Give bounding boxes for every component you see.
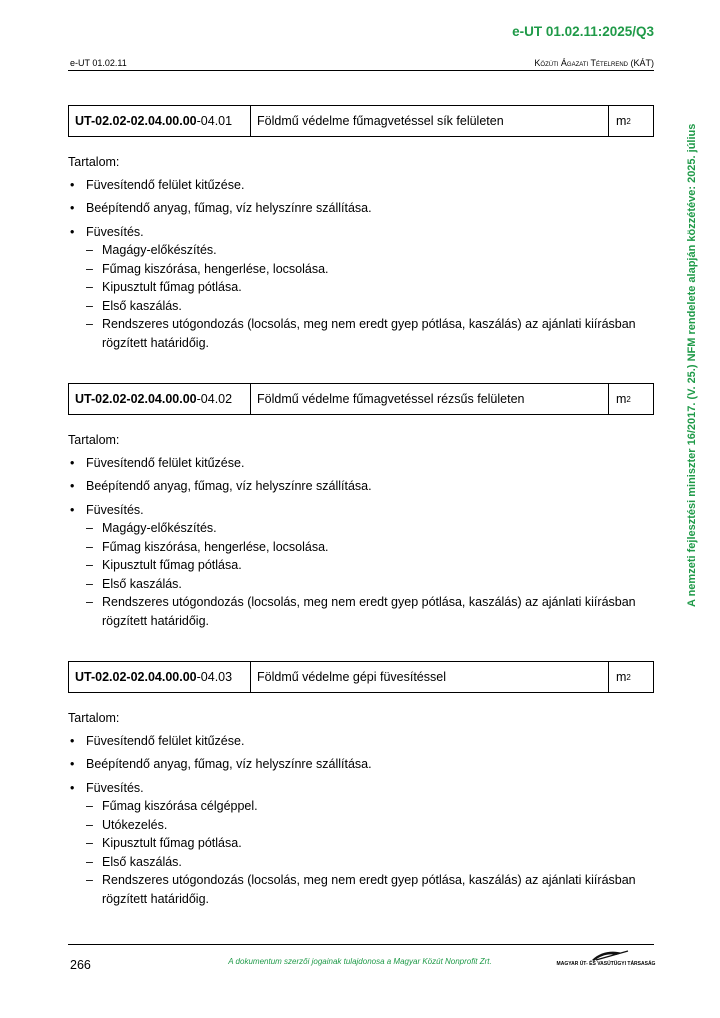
sub-item: – Fűmag kiszórása, hengerlése, locsolása. <box>86 261 329 276</box>
document-code: e-UT 01.02.11:2025/Q3 <box>512 24 654 39</box>
unit-sup: 2 <box>626 394 631 404</box>
unit-base: m <box>616 392 627 406</box>
list-item: • Füvesítendő felület kitűzése. <box>68 176 654 195</box>
logo-swoosh-icon <box>556 948 656 962</box>
list-item: • Füvesítendő felület kitűzése. <box>68 732 654 751</box>
sub-item: – Rendszeres utógondozás (locsolás, meg nem eredt gyep pótlása, kaszálás) az ajánlati kiírásban rögzített határidőig. <box>86 317 636 350</box>
sub-item: – Első kaszálás. <box>86 576 182 591</box>
sub-item-text: Fűmag kiszórása, hengerlése, locsolása. <box>102 539 329 554</box>
sub-item-text: Első kaszálás. <box>102 576 182 591</box>
sub-item-text: Fűmag kiszórása, hengerlése, locsolása. <box>102 261 329 276</box>
unit-base: m <box>616 670 627 684</box>
tartalom-label: Tartalom: <box>68 433 120 447</box>
item-code <box>69 106 251 136</box>
logo-text: MAGYAR ÚT- ÉS VASÚTÜGYI TÁRSASÁG <box>556 961 656 967</box>
item-unit <box>609 106 653 136</box>
list-item: • Füvesítendő felület kitűzése. <box>68 454 654 473</box>
side-publication-note: A nemzeti fejlesztési miniszter 16/2017. (V. 25.) NFM rendelete alapján közzétéve: 2025. július <box>686 123 698 607</box>
sub-item: – Kipusztult fűmag pótlása. <box>86 836 242 850</box>
item-title: Földmű védelme gépi füvesítéssel <box>251 662 609 692</box>
sub-item-text: Rendszeres utógondozás (locsolás, meg nem eredt gyep pótlása, kaszálás) az ajánlati kiírásban rögzített határidőig. <box>102 317 636 350</box>
list-item-text: Füvesítés. <box>86 224 144 239</box>
sub-item-text: Első kaszálás. <box>102 854 182 869</box>
sub-item-text: Kipusztult fűmag pótlása. <box>102 558 242 572</box>
item-content-1 <box>68 153 654 352</box>
list-item <box>68 223 654 242</box>
sub-item: – Első kaszálás. <box>86 298 182 313</box>
sub-item-text: Magágy-előkészítés. <box>102 243 217 257</box>
header-left: e-UT 01.02.11 <box>70 58 127 68</box>
item-code-main: UT-02.02-02.04.00.00 <box>75 114 197 128</box>
sub-item: – Magágy-előkészítés. <box>86 521 217 535</box>
sub-item-text: Rendszeres utógondozás (locsolás, meg nem eredt gyep pótlása, kaszálás) az ajánlati kiírásban rögzített határidőig. <box>102 873 636 906</box>
item-code-main: UT-02.02-02.04.00.00 <box>75 392 197 406</box>
footer-rule <box>68 944 654 945</box>
item-code-suffix: -04.01 <box>196 114 233 128</box>
sub-item: – Utókezelés. <box>86 817 168 832</box>
sub-item-text: Magágy-előkészítés. <box>102 521 217 535</box>
item-code <box>69 662 251 692</box>
sub-item: – Rendszeres utógondozás (locsolás, meg nem eredt gyep pótlása, kaszálás) az ajánlati kiírásban rögzített határidőig. <box>86 595 636 628</box>
header-rule <box>68 70 654 71</box>
item-code-suffix: -04.02 <box>196 392 233 406</box>
copyright-note: A dokumentum szerzői jogainak tulajdonosa a Magyar Közút Nonprofit Zrt. <box>228 957 492 966</box>
item-unit <box>609 384 653 414</box>
unit-base: m <box>616 114 627 128</box>
sub-item-text: Rendszeres utógondozás (locsolás, meg nem eredt gyep pótlása, kaszálás) az ajánlati kiírásban rögzített határidőig. <box>102 595 636 628</box>
sub-item: – Kipusztult fűmag pótlása. <box>86 280 242 294</box>
sub-item: – Magágy-előkészítés. <box>86 243 217 257</box>
item-code-suffix: -04.03 <box>196 670 233 684</box>
society-logo <box>556 948 656 972</box>
item-header-1 <box>68 105 654 137</box>
list-item-text: Füvesítés. <box>86 780 144 795</box>
sub-item-text: Kipusztult fűmag pótlása. <box>102 280 242 294</box>
item-unit <box>609 662 653 692</box>
sub-item: – Rendszeres utógondozás (locsolás, meg nem eredt gyep pótlása, kaszálás) az ajánlati kiírásban rögzített határidőig. <box>86 873 636 906</box>
sub-item-text: Első kaszálás. <box>102 298 182 313</box>
list-item <box>68 779 654 798</box>
sub-item-text: Utókezelés. <box>102 817 168 832</box>
item-content-2 <box>68 431 654 630</box>
header-right: Közúti Ágazati Tételrend (KÁT) <box>534 58 654 68</box>
item-header-2 <box>68 383 654 415</box>
tartalom-label: Tartalom: <box>68 155 120 169</box>
unit-sup: 2 <box>626 672 631 682</box>
list-item-text: Füvesítés. <box>86 502 144 517</box>
page-number: 266 <box>70 958 91 972</box>
list-item: • Beépítendő anyag, fűmag, víz helyszínre szállítása. <box>68 477 654 496</box>
sub-item: – Fűmag kiszórása, hengerlése, locsolása. <box>86 539 329 554</box>
item-code-main: UT-02.02-02.04.00.00 <box>75 670 197 684</box>
sub-item: – Első kaszálás. <box>86 854 182 869</box>
unit-sup: 2 <box>626 116 631 126</box>
item-title: Földmű védelme fűmagvetéssel sík felületen <box>251 106 609 136</box>
sub-item-text: Kipusztult fűmag pótlása. <box>102 836 242 850</box>
tartalom-label: Tartalom: <box>68 711 120 725</box>
sub-item: – Kipusztult fűmag pótlása. <box>86 558 242 572</box>
sub-item-text: Fűmag kiszórása célgéppel. <box>102 799 258 813</box>
list-item <box>68 501 654 520</box>
list-item: • Beépítendő anyag, fűmag, víz helyszínre szállítása. <box>68 199 654 218</box>
list-item: • Beépítendő anyag, fűmag, víz helyszínre szállítása. <box>68 755 654 774</box>
item-title: Földmű védelme fűmagvetéssel rézsűs felületen <box>251 384 609 414</box>
item-code <box>69 384 251 414</box>
item-content-3 <box>68 709 654 908</box>
item-header-3 <box>68 661 654 693</box>
sub-item: – Fűmag kiszórása célgéppel. <box>86 799 258 813</box>
